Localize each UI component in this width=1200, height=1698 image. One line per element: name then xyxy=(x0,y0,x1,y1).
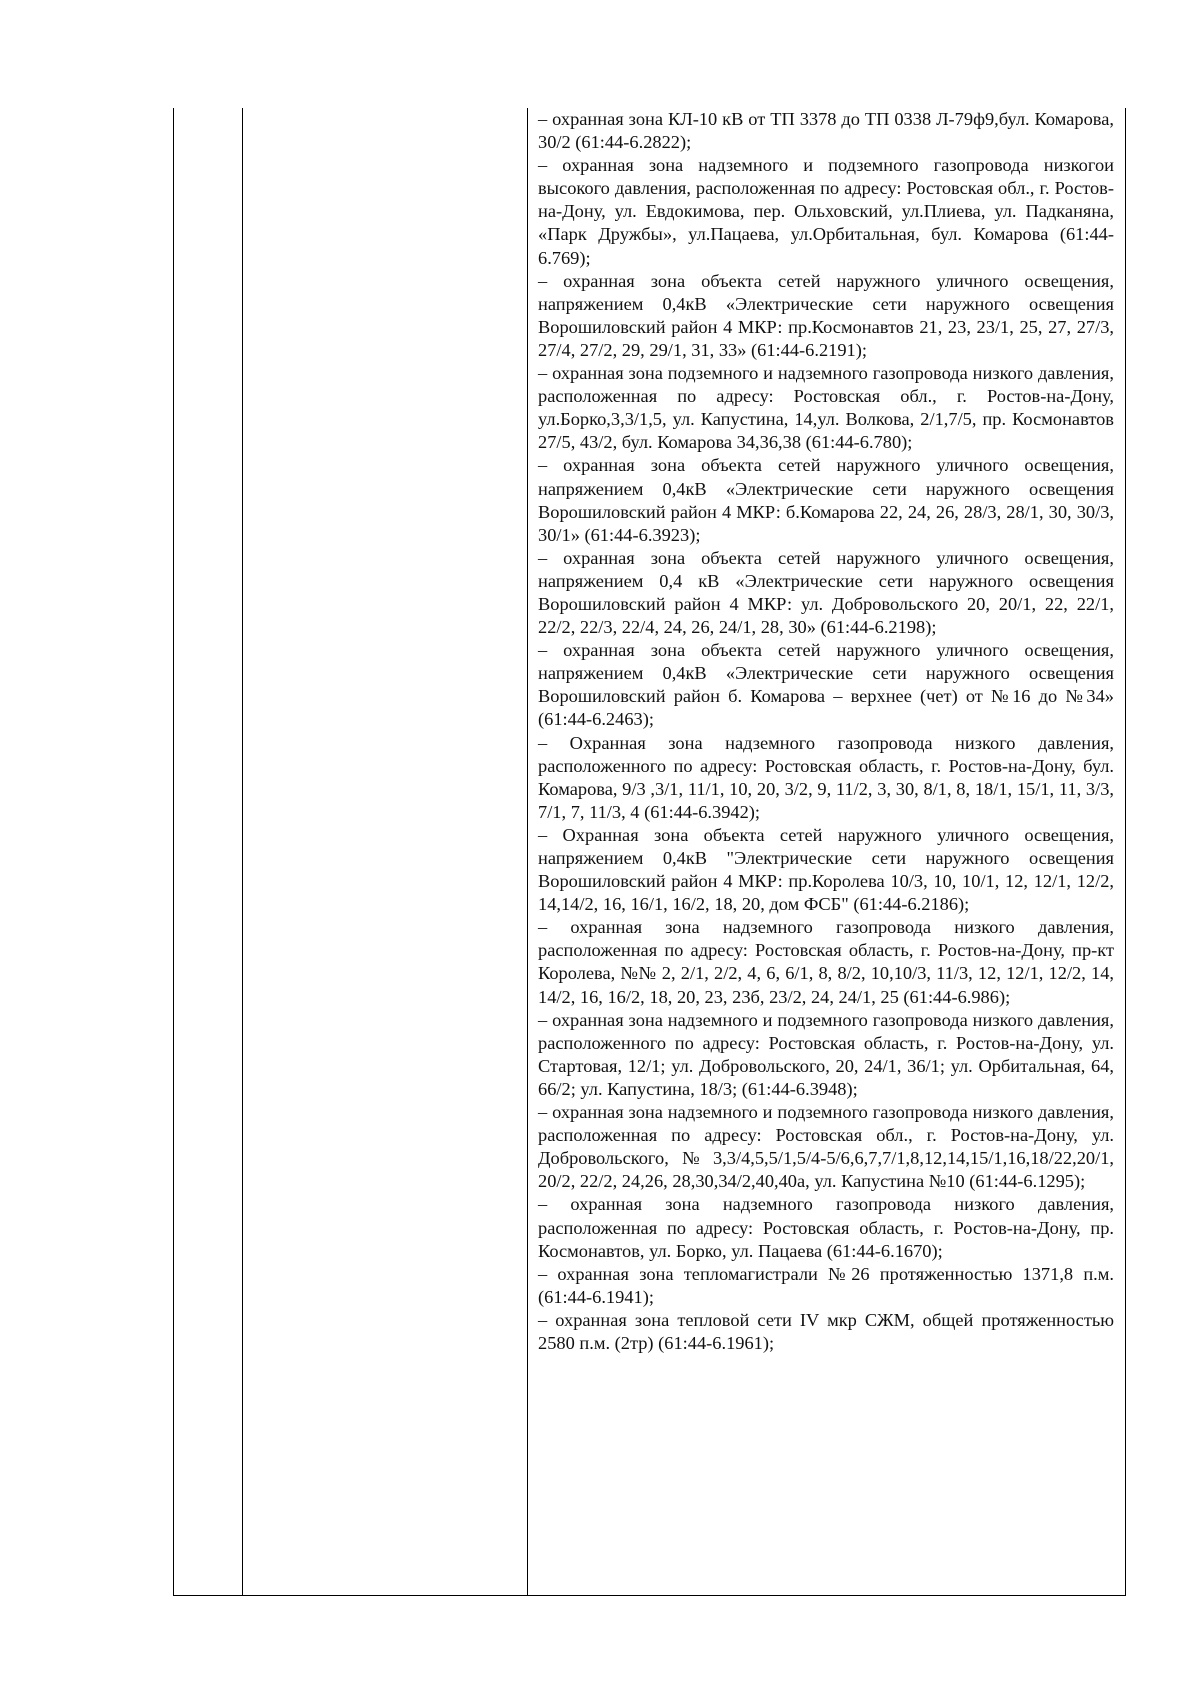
list-item: – охранная зона подземного и надземного газопровода низкого давления, расположенная по адресу: Ростовская обл., г. Ростов-на-Дону, ул.Борко,3,3/1,5, ул. Капустина, 14,ул. Волкова, 2/1,7/5, пр. Космонавтов 27/5, 43/2, бул. Комарова 34,36,38 (61:44-6.780); xyxy=(538,363,1114,453)
list-item: – охранная зона объекта сетей наружного уличного освещения, напряжением 0,4кВ «Электрические сети наружного освещения Ворошиловский район 4 МКР: пр.Космонавтов 21, 23, 23/1, 25, 27, 27/3, 27/4, 27/2, 29, 29/1, 31, 33» (61:44-6.2191); xyxy=(538,270,1114,360)
list-item: – охранная зона объекта сетей наружного уличного освещения, напряжением 0,4кВ «Электрические сети наружного освещения Ворошиловский район 4 МКР: б.Комарова 22, 24, 26, 28/3, 28/1, 30, 30/3, 30/1» (61:44-6.3923); xyxy=(538,455,1114,545)
list-item: – охранная зона надземного и подземного газопровода низкого давления, расположенная по адресу: Ростовская обл., г. Ростов-на-Дону, ул. Добровольского,№3,3/4,5,5/1,5/4-5/6,6,7,7/1,8,12,14,15/1,16,18/22,20/1, 20/2, 22/2, 24,26, 28,30,34/2,40,40а, ул. Капустина №10 (61:44-6.1295); xyxy=(538,1102,1114,1192)
list-item: – Охранная зона объекта сетей наружного уличного освещения, напряжением 0,4кВ "Электрические сети наружного освещения Ворошиловский район 4 МКР: пр.Королева 10/3, 10, 10/1, 12, 12/1, 12/2, 14,14/2, 16, 16/1, 16/2, 18, 20, дом ФСБ" (61:44-6.2186); xyxy=(538,824,1114,915)
list-item: – охранная зона надземного газопровода низкого давления, расположенная по адресу: Ростовская область, г. Ростов-на-Дону, пр-кт Королева, №№ 2, 2/1, 2/2, 4, 6, 6/1, 8, 8/2, 10,10/3, 11/3, 12, 12/1, 12/2, 14, 14/2, 16, 16/2, 18, 20, 23, 23б, 23/2, 24, 24/1, 25 (61:44-6.986); xyxy=(538,917,1114,1007)
list-item: – охранная зона тепломагистрали №26 протяженностью 1371,8 п.м. (61:44-6.1941); xyxy=(538,1263,1114,1307)
table-row xyxy=(174,108,1126,1596)
name-column-cell xyxy=(243,108,528,1596)
list-item: – охранная зона надземного и подземного газопровода низкого давления, расположенного по адресу: Ростовская область, г. Ростов-на-Дону, ул. Стартовая, 12/1; ул. Добровольского, 20, 24/1, 36/1; ул. Орбитальная, 64, 66/2; ул. Капустина, 18/3; (61:44-6.3948); xyxy=(538,1009,1114,1099)
list-item: – охранная зона надземного газопровода низкого давления, расположенная по адресу: Ростовская область, г. Ростов-на-Дону, пр. Космонавтов, ул. Борко, ул. Пацаева (61:44-6.1670); xyxy=(538,1194,1114,1261)
list-item: – охранная зона КЛ-10 кВ от ТП 3378 до ТП 0338 Л-79ф9,бул. Комарова, 30/2 (61:44-6.2822); xyxy=(538,109,1114,153)
encumbrance-list xyxy=(528,108,1125,1355)
document-table xyxy=(173,108,1126,1596)
description-column-cell xyxy=(528,108,1126,1596)
number-column-cell xyxy=(174,108,243,1596)
list-item: – Охранная зона надземного газопровода низкого давления, расположенного по адресу: Ростовская область, г. Ростов-на-Дону, бул. Комарова, 9/3 ,3/1, 11/1, 10, 20, 3/2, 9, 11/2, 3, 30, 8/1, 8, 18/1, 15/1, 11, 3/3, 7/1, 7, 11/3, 4 (61:44-6.3942); xyxy=(538,732,1114,822)
list-item: – охранная зона объекта сетей наружного уличного освещения, напряжением 0,4 кВ «Электрические сети наружного освещения Ворошиловский район 4 МКР: ул. Добровольского 20, 20/1, 22, 22/1, 22/2, 22/3, 22/4, 24, 26, 24/1, 28, 30» (61:44-6.2198); xyxy=(538,547,1114,638)
list-item: – охранная зона объекта сетей наружного уличного освещения, напряжением 0,4кВ «Электрические сети наружного освещения Ворошиловский район б. Комарова – верхнее (чет) от №16 до №34» (61:44-6.2463); xyxy=(538,640,1114,730)
list-item: – охранная зона надземного и подземного газопровода низкогои высокого давления, расположенная по адресу: Ростовская обл., г. Ростов-на-Дону, ул. Евдокимова, пер. Ольховский, ул.Плиева, ул. Падканяна, «Парк Дружбы», ул.Пацаева, ул.Орбитальная, бул. Комарова (61:44-6.769); xyxy=(538,155,1114,268)
list-item: – охранная зона тепловой сети IV мкр СЖМ, общей протяженностью 2580 п.м. (2тр) (61:44-6.1961); xyxy=(538,1309,1114,1353)
